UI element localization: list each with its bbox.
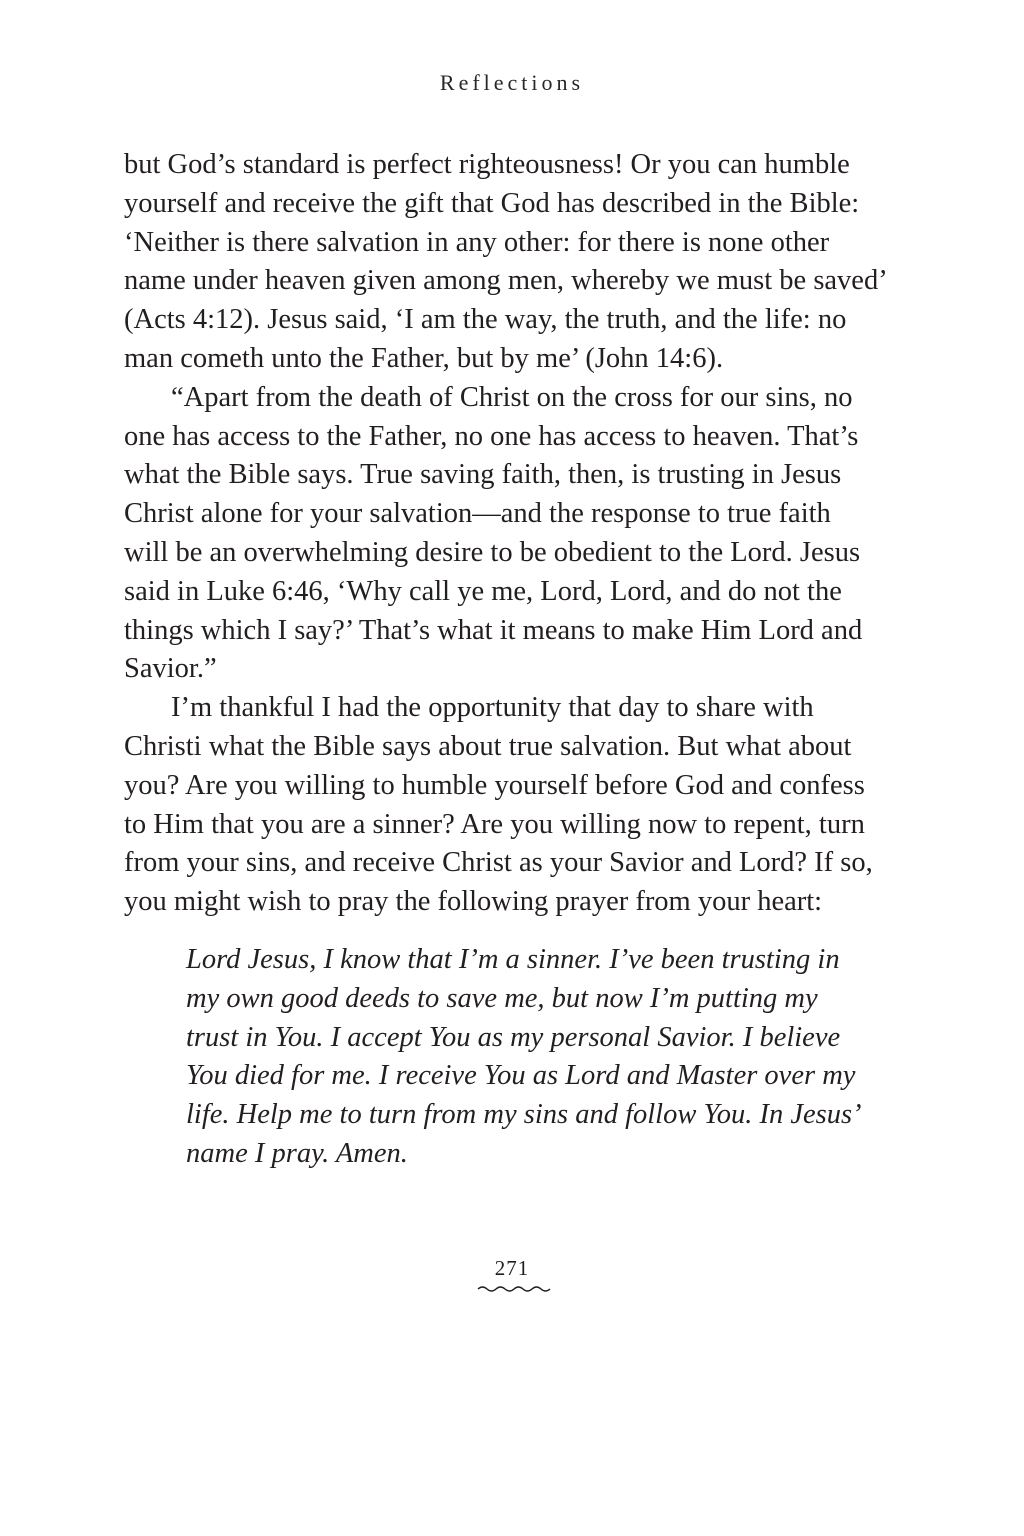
body-text (124, 146, 904, 1174)
prayer-line: trust in You. I accept You as my personal Savior. I believe (186, 1021, 841, 1053)
text-line: what the Bible says. True saving faith, then, is trusting in Jesus (124, 459, 842, 491)
prayer-block (124, 941, 904, 1174)
text-line: I’m thankful I had the opportunity that day to share with (171, 692, 814, 724)
text-line: said in Luke 6:46, ‘Why call ye me, Lord, Lord, and do not the (124, 575, 842, 607)
prayer-line: name I pray. Amen. (186, 1137, 408, 1169)
running-head: Reflections (439, 70, 585, 95)
prayer-line: You died for me. I receive You as Lord and Master over my (186, 1060, 856, 1092)
text-line: one has access to the Father, no one has access to heaven. That’s (124, 420, 859, 452)
paragraph-2 (124, 379, 904, 689)
text-line: man cometh unto the Father, but by me’ (John 14:6). (124, 342, 724, 374)
text-line: ‘Neither is there salvation in any other: for there is none other (124, 226, 830, 258)
text-line: from your sins, and receive Christ as your Savior and Lord? If so, (124, 847, 873, 879)
text-line: but God’s standard is perfect righteousness! Or you can humble (124, 149, 850, 180)
text-line: “Apart from the death of Christ on the cross for our sins, no (171, 381, 853, 413)
paragraph-3 (124, 689, 904, 922)
text-line: Savior.” (124, 653, 217, 685)
text-line: will be an overwhelming desire to be obedient to the Lord. Jesus (124, 536, 861, 568)
text-line: name under heaven given among men, whereby we must be saved’ (124, 265, 888, 297)
paragraph-1 (124, 146, 904, 379)
prayer-line: Lord Jesus, I know that I’m a sinner. I’ve been trusting in (186, 943, 840, 975)
prayer-line: my own good deeds to save me, but now I’m putting my (186, 982, 818, 1014)
text-line: Christi what the Bible says about true salvation. But what about (124, 730, 852, 762)
text-line: (Acts 4:12). Jesus said, ‘I am the way, the truth, and the life: no (124, 304, 847, 336)
text-line: you? Are you willing to humble yourself before God and confess (124, 769, 865, 801)
text-line: yourself and receive the gift that God has described in the Bible: (124, 187, 860, 219)
wave-ornament-icon (477, 1284, 551, 1294)
text-line: to Him that you are a sinner? Are you willing now to repent, turn (124, 808, 865, 840)
text-line: things which I say?’ That’s what it means to make Him Lord and (124, 614, 863, 646)
text-line: you might wish to pray the following prayer from your heart: (124, 886, 823, 918)
prayer-line: life. Help me to turn from my sins and follow You. In Jesus’ (186, 1099, 862, 1131)
text-line: Christ alone for your salvation—and the response to true faith (124, 498, 831, 530)
page-number: 271 (494, 1256, 530, 1280)
